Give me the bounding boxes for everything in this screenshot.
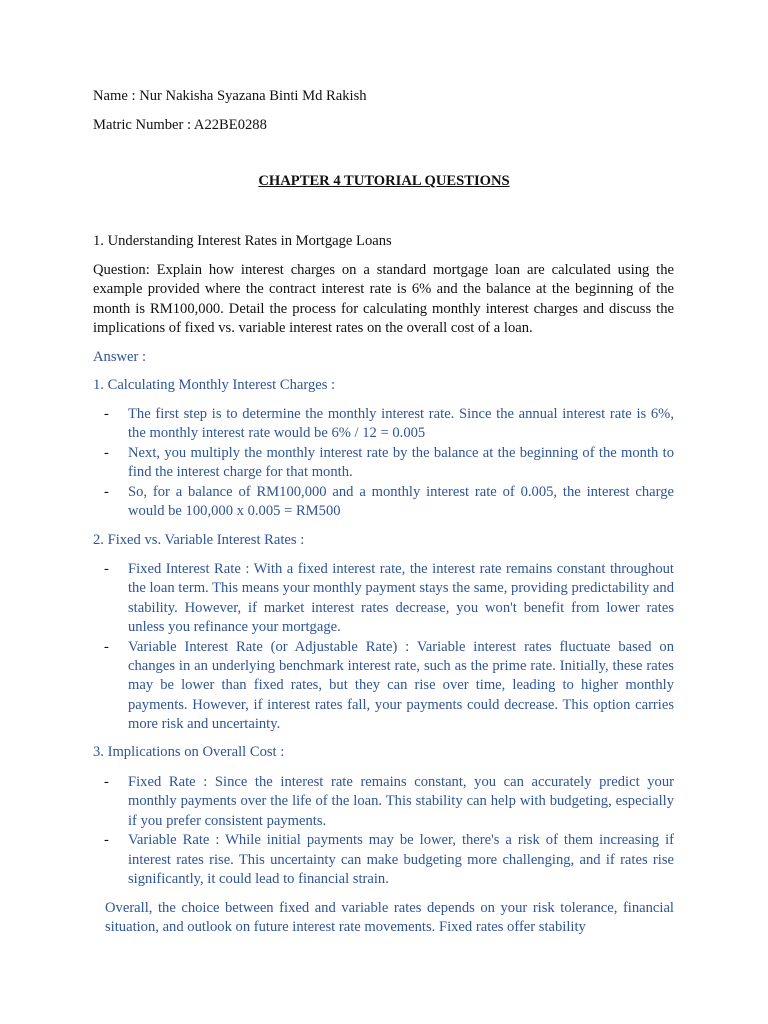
calculating-list <box>93 405 674 521</box>
list-item: - Variable Interest Rate (or Adjustable Rate) : Variable interest rates fluctuate based on changes in an underlying benchmark interest rate, such as the prime rate. Initially, these rates may be lower than fixed rates, but they can rise over time, leading to higher monthly payments. However, if interest rates fall, your payments could decrease. This option carries more risk and uncertainty. <box>93 638 674 735</box>
list-item: - Next, you multiply the monthly interest rate by the balance at the beginning of the month to find the interest charge for that month. <box>93 444 674 483</box>
list-item: - The first step is to determine the monthly interest rate. Since the annual interest rate is 6%, the monthly interest rate would be 6% / 12 = 0.005 <box>93 405 674 444</box>
section-heading-fixed-vs-variable: 2. Fixed vs. Variable Interest Rates : <box>93 532 305 548</box>
section-heading-calculating: 1. Calculating Monthly Interest Charges : <box>93 377 336 393</box>
overall-paragraph: Overall, the choice between fixed and variable rates depends on your risk tolerance, financial situation, and outlook on future interest rate movements. Fixed rates offer stability <box>105 900 674 936</box>
list-item: - Fixed Interest Rate : With a fixed interest rate, the interest rate remains constant throughout the loan term. This means your monthly payment stays the same, providing predictability and stability. However, if market interest rates decrease, you won't benefit from lower rates unless you refinance your mortgage. <box>93 560 674 638</box>
matric-number: Matric Number : A22BE0288 <box>93 117 267 133</box>
question-heading: 1. Understanding Interest Rates in Mortgage Loans <box>93 233 392 249</box>
implications-list <box>93 773 674 889</box>
fixed-vs-variable-list <box>93 560 674 735</box>
list-item: - So, for a balance of RM100,000 and a monthly interest rate of 0.005, the interest charge would be 100,000 x 0.005 = RM500 <box>93 483 674 522</box>
student-name: Name : Nur Nakisha Syazana Binti Md Rakish <box>93 88 367 104</box>
answer-label: Answer : <box>93 349 147 365</box>
page-title: CHAPTER 4 TUTORIAL QUESTIONS <box>258 173 510 189</box>
question-text: Question: Explain how interest charges on a standard mortgage loan are calculated using the example provided where the contract interest rate is 6% and the balance at the beginning of the month is RM100,000. Detail the process for calculating monthly interest charges and discuss the implications of fixed vs. variable interest rates on the overall cost of a loan. <box>93 262 674 337</box>
section-heading-implications: 3. Implications on Overall Cost : <box>93 744 285 760</box>
list-item: - Variable Rate : While initial payments may be lower, there's a risk of them increasing if interest rates rise. This uncertainty can make budgeting more challenging, and if rates rise significantly, it could lead to financial strain. <box>93 831 674 889</box>
list-item: - Fixed Rate : Since the interest rate remains constant, you can accurately predict your monthly payments over the life of the loan. This stability can help with budgeting, especially if you prefer consistent payments. <box>93 773 674 831</box>
